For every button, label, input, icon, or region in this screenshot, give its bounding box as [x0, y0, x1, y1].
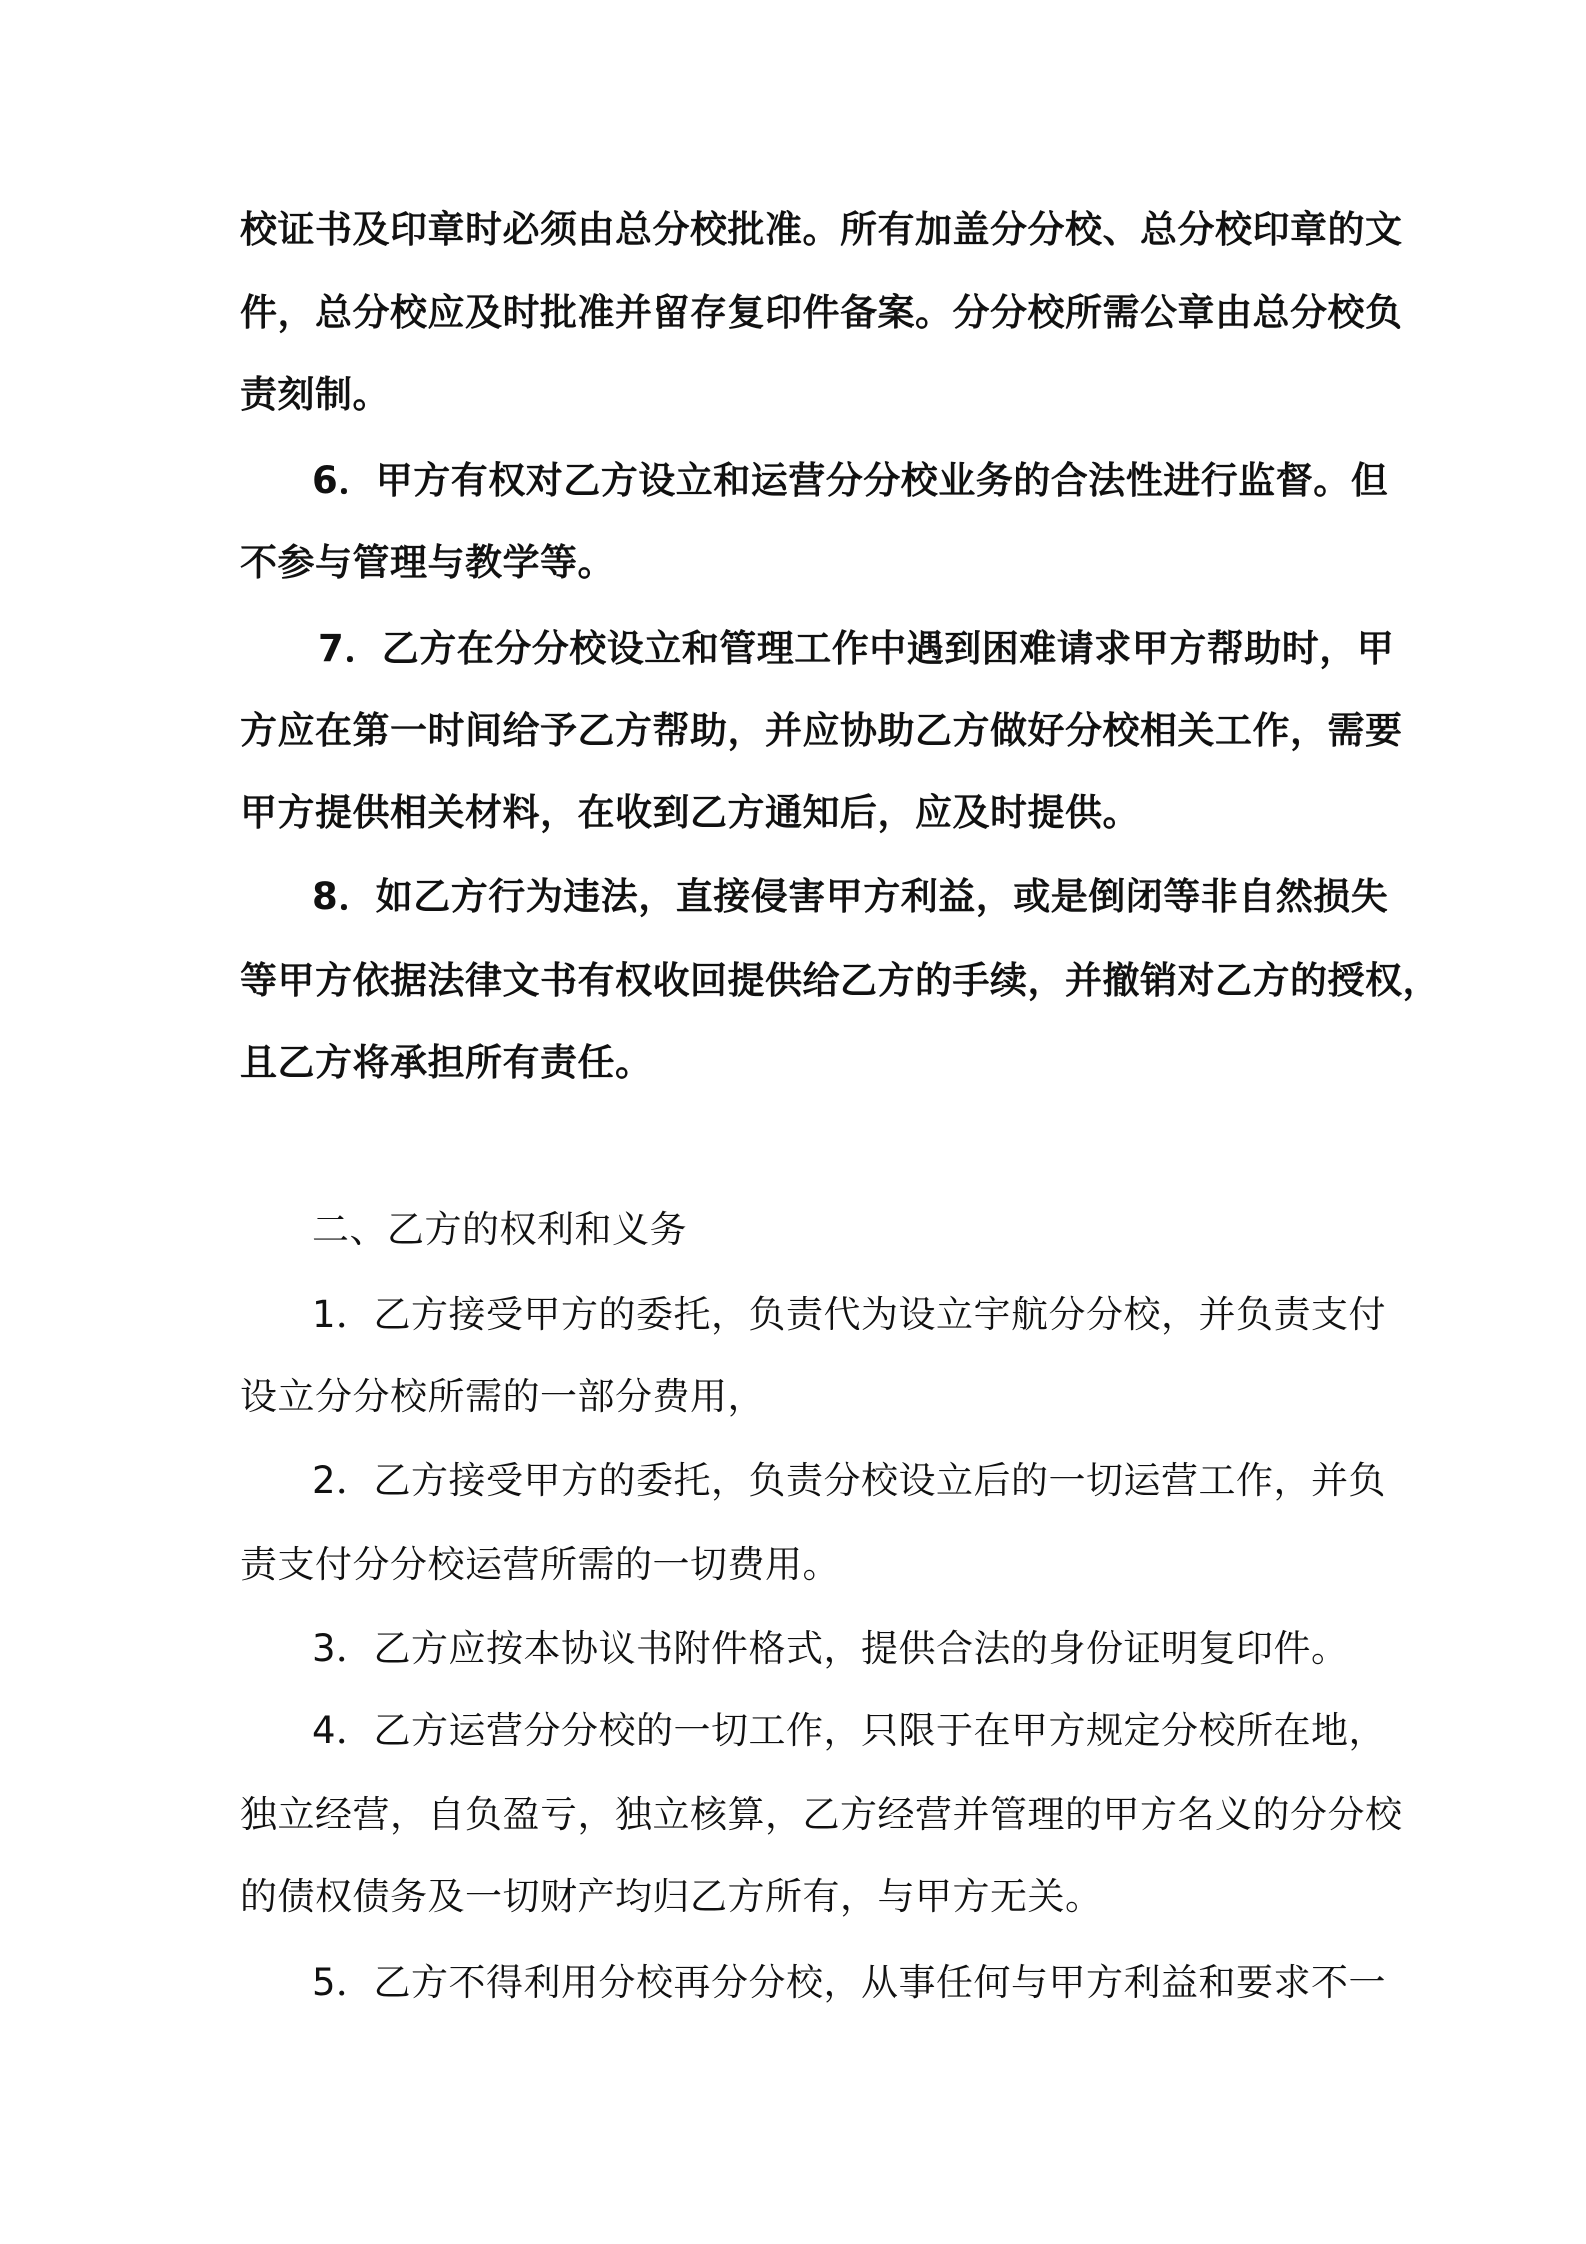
text-line: 方应在第一时间给予乙方帮助，并应协助乙方做好分校相关工作，需要 [240, 709, 1403, 752]
text-line: 件，总分校应及时批准并留存复印件备案。分分校所需公章由总分校负 [240, 291, 1403, 334]
text-line: 不参与管理与教学等。 [240, 541, 615, 584]
text-line: 责刻制。 [240, 373, 390, 416]
section-heading: 二、乙方的权利和义务 [312, 1208, 687, 1251]
text-line: 8．如乙方行为违法，直接侵害甲方利益，或是倒闭等非自然损失 [312, 875, 1389, 918]
text-line: 的债权债务及一切财产均归乙方所有，与甲方无关。 [240, 1875, 1103, 1918]
text-line: 3．乙方应按本协议书附件格式，提供合法的身份证明复印件。 [312, 1627, 1349, 1670]
text-line: 4．乙方运营分分校的一切工作，只限于在甲方规定分校所在地， [312, 1709, 1387, 1752]
text-line: 校证书及印章时必须由总分校批准。所有加盖分分校、总分校印章的文 [240, 208, 1403, 251]
text-line: 2．乙方接受甲方的委托，负责分校设立后的一切运营工作，并负 [312, 1459, 1387, 1502]
text-line: 甲方提供相关材料，在收到乙方通知后，应及时提供。 [240, 791, 1140, 834]
text-line: 独立经营，自负盈亏，独立核算，乙方经营并管理的甲方名义的分分校 [240, 1793, 1403, 1836]
text-line: 7．乙方在分分校设立和管理工作中遇到困难请求甲方帮助时，甲 [318, 627, 1395, 670]
text-line: 1．乙方接受甲方的委托，负责代为设立宇航分分校，并负责支付 [312, 1293, 1387, 1336]
text-line: 责支付分分校运营所需的一切费用。 [240, 1543, 840, 1586]
text-line: 等甲方依据法律文书有权收回提供给乙方的手续，并撤销对乙方的授权， [240, 959, 1440, 1002]
text-line: 设立分分校所需的一部分费用， [240, 1375, 765, 1418]
text-line: 6．甲方有权对乙方设立和运营分分校业务的合法性进行监督。但 [312, 459, 1389, 502]
text-line: 且乙方将承担所有责任。 [240, 1041, 653, 1084]
text-line: 5．乙方不得利用分校再分分校，从事任何与甲方利益和要求不一 [312, 1961, 1387, 2004]
